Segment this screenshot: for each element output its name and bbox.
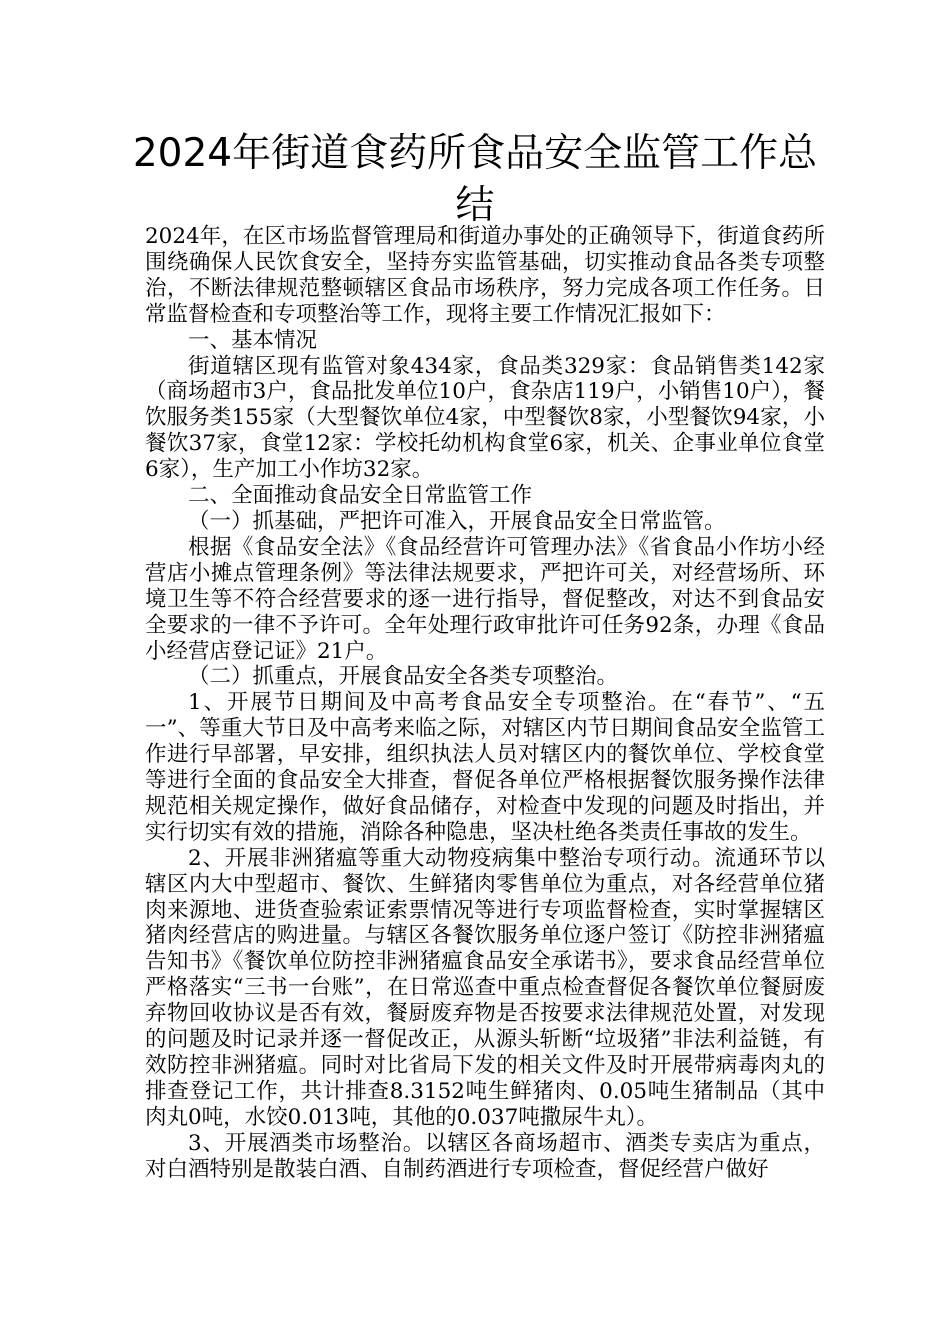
document-title: 2024年街道食药所食品安全监管工作总结 xyxy=(132,131,818,228)
paragraph-intro: 2024年，在区市场监督管理局和街道办事处的正确领导下，街道食药所围绕确保人民饮食安全，坚持夯实监管基础，切实推动食品各类专项整治，不断法律规范整顿辖区食品市场秩序，努力完成各项工作任务。日常监督检查和专项整治等工作，现将主要工作情况汇报如下： xyxy=(145,224,825,327)
subheading-key-points: （二）抓重点，开展食品安全各类专项整治。 xyxy=(188,664,619,690)
paragraph-holiday-rectification: 1、开展节日期间及中高考食品安全专项整治。在“春节”、“五一”、等重大节日及中高考来临之际，对辖区内节日期间食品安全监管工作进行早部署，早安排，组织执法人员对辖区内的餐饮单位、学校食堂等进行全面的食品安全大排查，督促各单位严格根据餐饮服务操作法律规范相关规定操作，做好食品储存，对检查中发现的问题及时指出，并实行切实有效的措施，消除各种隐患，坚决杜绝各类责任事故的发生。 xyxy=(145,690,825,845)
section-heading-supervision: 二、全面推动食品安全日常监管工作 xyxy=(188,483,533,509)
paragraph-liquor-market: 3、开展酒类市场整治。以辖区各商场超市、酒类专卖店为重点，对白酒特别是散装白酒、自制药酒进行专项检查，督促经营户做好 xyxy=(145,1130,825,1182)
section-heading-basic: 一、基本情况 xyxy=(188,327,318,353)
paragraph-licensing: 根据《食品安全法》《食品经营许可管理办法》《省食品小作坊小经营店小摊点管理条例》等法律法规要求，严把许可关，对经营场所、环境卫生等不符合经营要求的逐一进行指导，督促整改，对达不到食品安全要求的一律不予许可。全年处理行政审批许可任务92条，办理《食品小经营店登记证》21户。 xyxy=(145,534,825,664)
paragraph-basic-info: 街道辖区现有监管对象434家，食品类329家：食品销售类142家（商场超市3户，食品批发单位10户，食杂店119户，小销售10户），餐饮服务类155家（大型餐饮单位4家，中型餐饮8家，小型餐饮94家，小餐饮37家，食堂12家：学校托幼机构食堂6家，机关、企事业单位食堂6家），生产加工小作坊32家。 xyxy=(145,353,825,483)
paragraph-swine-fever: 2、开展非洲猪瘟等重大动物疫病集中整治专项行动。流通环节以辖区内大中型超市、餐饮、生鲜猪肉零售单位为重点，对各经营单位猪肉来源地、进货查验索证索票情况等进行专项监督检查，实时掌握辖区猪肉经营店的购进量。与辖区各餐饮服务单位逐户签订《防控非洲猪瘟告知书》《餐饮单位防控非洲猪瘟食品安全承诺书》，要求食品经营单位严格落实“三书一台账”，在日常巡查中重点检查督促各餐饮单位餐厨废弃物回收协议是否有效，餐厨废弃物是否按要求法律规范处置，对发现的问题及时记录并逐一督促改正，从源头斩断“垃圾猪”非法利益链，有效防控非洲猪瘟。同时对比省局下发的相关文件及时开展带病毒肉丸的排查登记工作，共计排查8.3152吨生鲜猪肉、0.05吨生猪制品（其中肉丸0吨，水饺0.013吨，其他的0.037吨撒尿牛丸）。 xyxy=(145,845,825,1130)
document-body xyxy=(145,224,825,1183)
subheading-foundation: （一）抓基础，严把许可准入，开展食品安全日常监管。 xyxy=(188,508,726,534)
